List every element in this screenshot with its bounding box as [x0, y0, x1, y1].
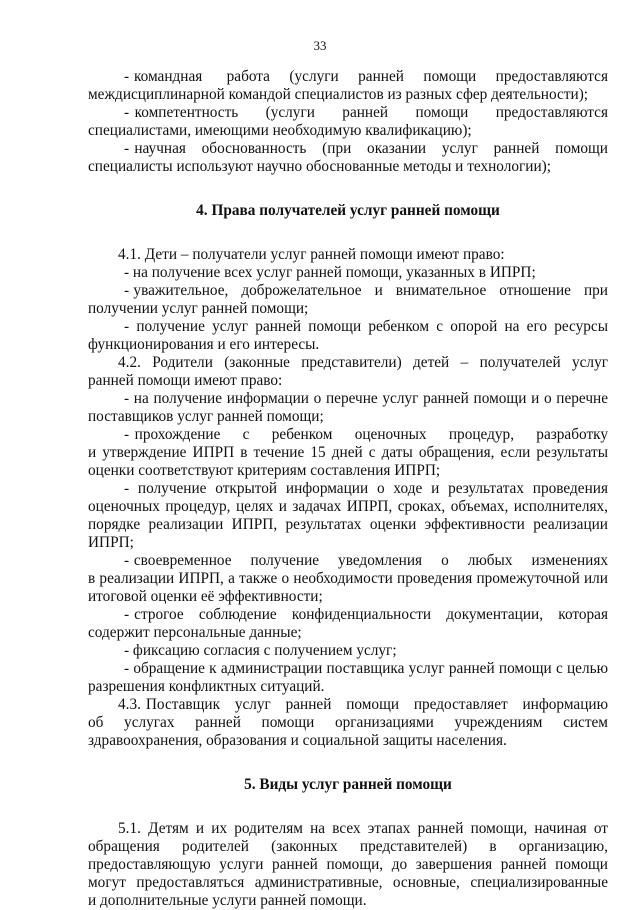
text-line: 4.3. Поставщик услуг ранней помощи предоставляет информацию — [118, 696, 608, 713]
text-line: - получение открытой информации о ходе и результатах проведения — [124, 480, 608, 497]
text-line: - получение услуг ранней помощи ребенком с опорой на его ресурсы — [124, 318, 608, 335]
text-line: - обращение к администрации поставщика услуг ранней помощи с целью — [124, 660, 608, 677]
text-line: - своевременное получение уведомления о любых изменениях — [124, 552, 608, 569]
text-line: - уважительное, доброжелательное и внимательное отношение при — [124, 282, 608, 299]
text-line: междисциплинарной командой специалистов из разных сфер деятельности); — [88, 86, 589, 103]
text-line: 4.2. Родители (законные представители) детей – получателей услуг — [118, 354, 608, 371]
text-line: специалисты используют научно обоснованные методы и технологии); — [88, 158, 552, 175]
text-line: - командная работа (услуги ранней помощи предоставляются — [124, 68, 608, 85]
text-line: предоставляющую услуги ранней помощи, до завершения ранней помощи — [88, 856, 608, 873]
text-line: - на получение всех услуг ранней помощи, указанных в ИПРП; — [124, 264, 536, 281]
text-line: порядке реализации ИПРП, результатах оценки эффективности реализации — [88, 516, 608, 533]
text-line: получении услуг ранней помощи; — [88, 300, 309, 317]
text-line: - прохождение с ребенком оценочных процедур, разработку — [124, 426, 608, 443]
text-line: и дополнительные услуги ранней помощи. — [88, 892, 367, 909]
section-heading: 4. Права получателей услуг ранней помощи — [196, 202, 500, 219]
text-line: итоговой оценки её эффективности; — [88, 588, 323, 605]
text-line: ИПРП; — [88, 534, 134, 551]
text-line: обращения родителей (законных представителей) в организацию, — [88, 838, 608, 855]
text-line: поставщиков услуг ранней помощи; — [88, 408, 324, 425]
page-number: 33 — [313, 38, 327, 53]
text-line: - научная обоснованность (при оказании услуг ранней помощи — [124, 140, 608, 157]
text-line: - компетентность (услуги ранней помощи предоставляются — [124, 104, 608, 121]
text-line: и утверждение ИПРП в течение 15 дней с даты обращения, если результаты — [88, 444, 608, 461]
text-line: специалистами, имеющими необходимую квалификацию); — [88, 122, 472, 139]
document-body — [88, 68, 608, 910]
text-line: 4.1. Дети – получатели услуг ранней помощи имеют право: — [118, 246, 505, 263]
text-line: оценочных процедур, целях и задачах ИПРП, сроках, объемах, исполнителях, — [88, 498, 608, 515]
text-line: функционирования и его интересы. — [88, 336, 320, 353]
text-line: здравоохранения, образования и социальной защиты населения. — [88, 732, 507, 749]
text-line: об услугах ранней помощи организациями учреждениям систем — [88, 714, 608, 731]
text-line: оценки соответствуют критериям составления ИПРП; — [88, 462, 441, 479]
section-heading: 5. Виды услуг ранней помощи — [244, 776, 452, 793]
text-line: ранней помощи имеют право: — [88, 372, 283, 389]
text-line: могут предоставляться административные, основные, специализированные — [88, 874, 608, 891]
text-line: - фиксацию согласия с получением услуг; — [124, 642, 397, 659]
text-line: - на получение информации о перечне услуг ранней помощи и о перечне — [124, 390, 608, 407]
text-line: разрешения конфликтных ситуаций. — [88, 678, 325, 695]
text-line: - строгое соблюдение конфиденциальности документации, которая — [124, 606, 608, 623]
text-line: 5.1. Детям и их родителям на всех этапах ранней помощи, начиная от — [118, 820, 608, 837]
text-line: содержит персональные данные; — [88, 624, 302, 641]
text-line: в реализации ИПРП, а также о необходимости проведения промежуточной или — [88, 570, 608, 587]
